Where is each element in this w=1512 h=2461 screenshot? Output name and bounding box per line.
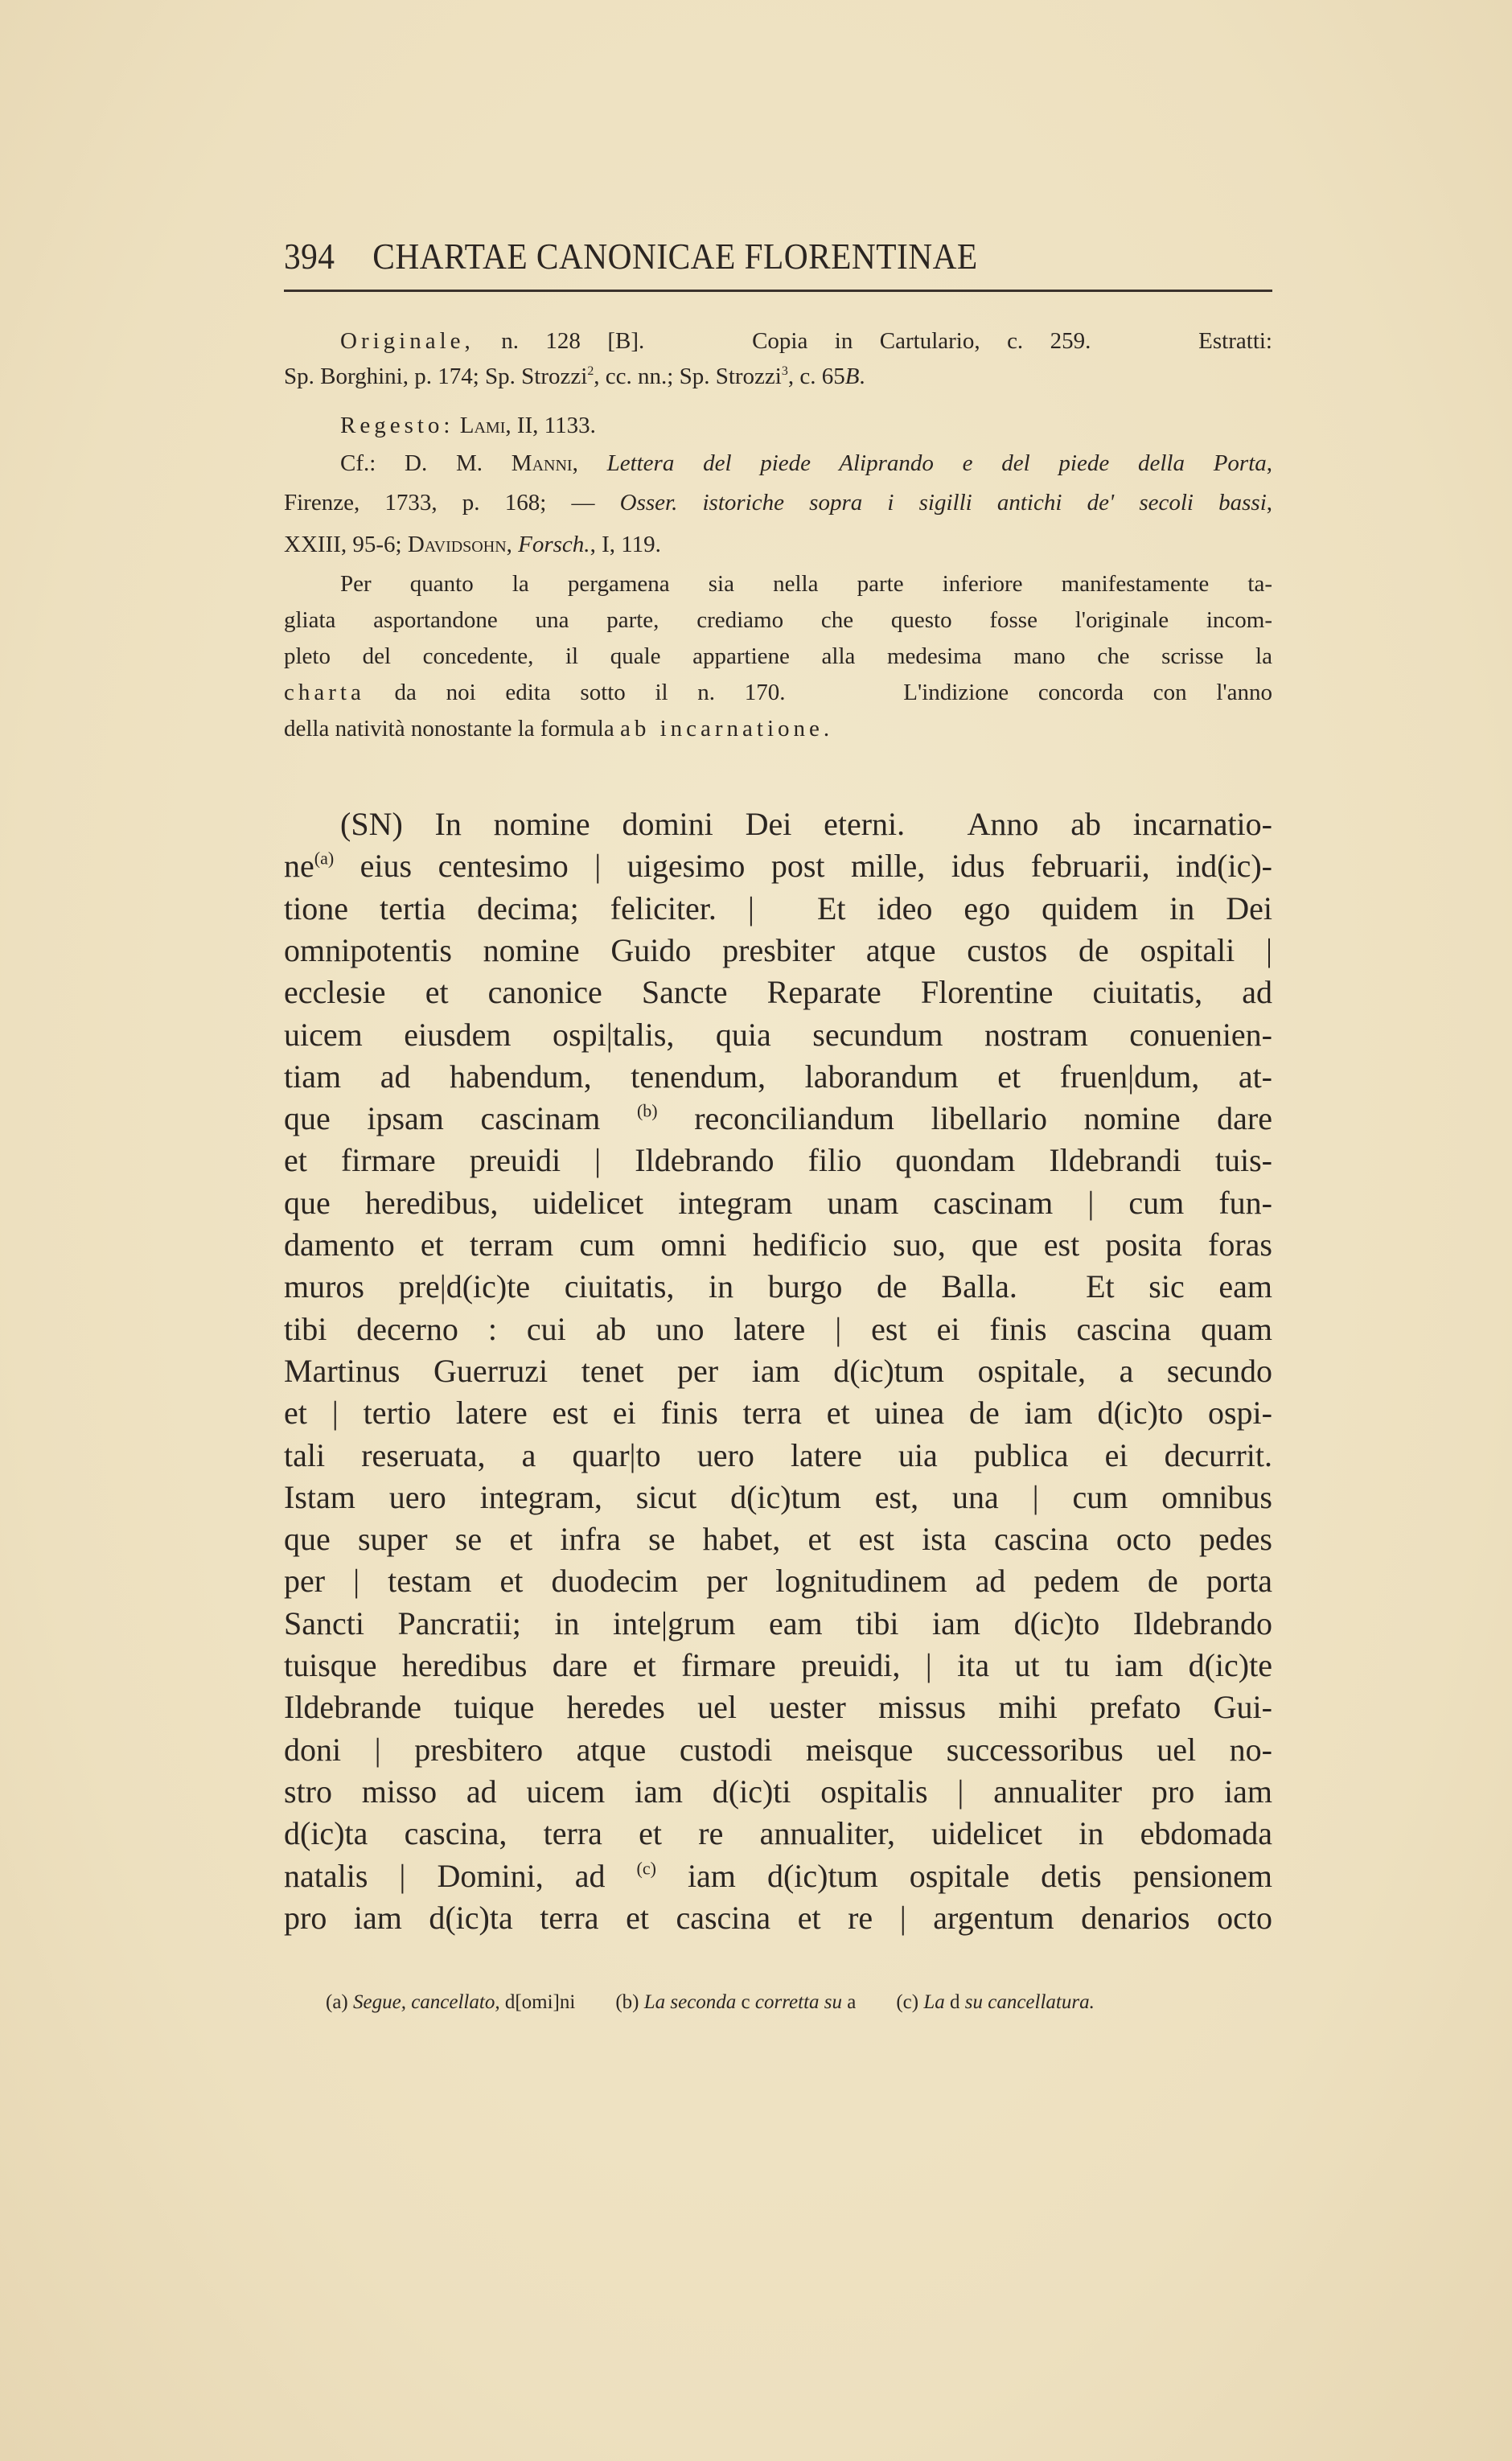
text-segment: et firmare preuidi | Ildebrando filio quondam Ildebrandi tuis- bbox=[284, 1142, 1272, 1179]
text-segment: muros pre|d(ic)te ciuitatis, in burgo de Balla. Et sic eam bbox=[284, 1268, 1272, 1305]
text-segment: iam d(ic)tum ospitale detis pensionem bbox=[655, 1857, 1273, 1894]
text-segment: Per quanto la pergamena sia nella parte inferiore manifestamente ta- bbox=[340, 571, 1272, 597]
text-segment: , bbox=[506, 532, 519, 557]
text-segment: gliata asportandone una parte, crediamo che questo fosse l'originale incom- bbox=[284, 607, 1272, 633]
footnote-marker: 2 bbox=[587, 364, 594, 378]
text-segment: tione tertia decima; feliciter. | Et ideo ego quidem in Dei bbox=[284, 889, 1272, 926]
text-segment: Ildebrande tuique heredes uel uester missus mihi prefato Gui- bbox=[284, 1689, 1272, 1726]
text-segment: pro iam d(ic)ta terra et cascina et re | argentum denarios octo bbox=[284, 1899, 1272, 1936]
apparatus-line bbox=[284, 359, 1272, 394]
text-segment: a (c) bbox=[842, 1991, 924, 2013]
text-segment: Firenze, 1733, p. 168; — bbox=[284, 490, 620, 516]
text-segment: Osser. istoriche sopra i sigilli antichi de' secoli bassi bbox=[619, 490, 1267, 516]
charter-line bbox=[284, 1687, 1272, 1728]
charter-line bbox=[284, 1518, 1272, 1560]
charter-line bbox=[284, 930, 1272, 972]
text-segment: que super se et infra se habet, et est ista cascina octo pedes bbox=[284, 1521, 1272, 1558]
text-segment: charta bbox=[284, 680, 365, 705]
apparatus-line bbox=[284, 675, 1272, 710]
charter-line bbox=[284, 1603, 1272, 1645]
apparatus-line bbox=[340, 566, 1272, 602]
text-segment: damento et terram cum omni hedificio suo, que est posita foras bbox=[284, 1226, 1272, 1263]
text-segment: B bbox=[844, 364, 860, 389]
charter-line bbox=[284, 845, 1272, 887]
apparatus-line bbox=[284, 485, 1272, 520]
text-segment: uicem eiusdem ospi|talis, quia secundum nostram conuenien- bbox=[284, 1016, 1272, 1053]
text-segment: tuisque heredibus dare et firmare preuidi, | ita ut tu iam d(ic)te bbox=[284, 1647, 1272, 1683]
text-segment: su cancellatura. bbox=[964, 1991, 1095, 2013]
charter-line bbox=[284, 1729, 1272, 1771]
text-segment: , bbox=[572, 450, 607, 476]
text-segment: omnipotentis nomine Guido presbiter atque custos de ospitali | bbox=[284, 931, 1272, 968]
text-segment bbox=[454, 413, 460, 438]
text-segment: ecclesie et canonice Sancte Reparate Florentine ciuitatis, ad bbox=[284, 974, 1272, 1011]
text-segment: stro misso ad uicem iam d(ic)ti ospitalis | annualiter pro iam bbox=[284, 1773, 1272, 1810]
footnote-marker: (c) bbox=[636, 1858, 656, 1879]
text-segment: n. 128 [B]. Copia in Cartulario, c. 259. Estratti: bbox=[474, 328, 1272, 354]
text-segment: que heredibus, uidelicet integram unam cascinam | cum fun- bbox=[284, 1184, 1272, 1221]
charter-line bbox=[284, 1014, 1272, 1056]
page-title: CHARTAE CANONICAE FLORENTINAE bbox=[372, 236, 978, 277]
text-segment: , bbox=[1266, 450, 1273, 476]
text-segment: natalis | Domini, ad bbox=[284, 1857, 637, 1894]
charter-line bbox=[284, 888, 1272, 930]
text-segment: et | tertio latere est ei finis terra et uinea de iam d(ic)to ospi- bbox=[284, 1395, 1272, 1432]
charter-line bbox=[284, 1182, 1272, 1224]
text-segment: , I, 119. bbox=[590, 532, 661, 557]
text-segment: d(ic)ta cascina, terra et re annualiter, uidelicet in ebdomada bbox=[284, 1815, 1272, 1852]
charter-line bbox=[340, 803, 1272, 845]
text-segment: La seconda bbox=[643, 1991, 737, 2013]
page-number: 394 bbox=[284, 236, 335, 277]
text-segment: da noi edita sotto il n. 170. L'indizione concorda con l'anno bbox=[364, 680, 1272, 705]
text-segment: ab incarnatione bbox=[619, 716, 824, 742]
text-segment: . bbox=[823, 716, 830, 742]
charter-line bbox=[284, 1140, 1272, 1181]
charter-line bbox=[284, 1056, 1272, 1098]
text-segment: d[omi]ni (b) bbox=[499, 1991, 644, 2013]
text-segment: Regesto: bbox=[340, 413, 454, 438]
running-header bbox=[284, 235, 978, 277]
text-segment: que ipsam cascinam bbox=[284, 1100, 637, 1137]
text-segment: , II, 1133. bbox=[505, 413, 596, 438]
charter-line bbox=[284, 1350, 1272, 1392]
text-segment: Davidsohn bbox=[407, 532, 507, 557]
charter-line bbox=[284, 1645, 1272, 1687]
charter-line bbox=[284, 1266, 1272, 1308]
text-segment: Manni bbox=[511, 450, 573, 476]
text-segment: , bbox=[1266, 490, 1273, 516]
apparatus-line bbox=[284, 639, 1272, 674]
text-segment: Lami bbox=[459, 413, 506, 438]
text-segment: della natività nonostante la formula bbox=[284, 716, 620, 742]
footnote-marker: (a) bbox=[314, 848, 335, 869]
apparatus-line bbox=[340, 408, 1272, 443]
text-segment: . bbox=[859, 364, 865, 389]
charter-line bbox=[284, 1435, 1272, 1477]
charter-line bbox=[284, 1560, 1272, 1602]
text-segment: , cc. nn.; Sp. Strozzi bbox=[594, 364, 782, 389]
charter-line bbox=[284, 972, 1272, 1013]
text-segment: (SN) In nomine domini Dei eterni. Anno ab incarnatio- bbox=[340, 806, 1272, 842]
text-segment: La bbox=[923, 1991, 945, 2013]
charter-line bbox=[284, 1098, 1272, 1140]
text-segment: Cf.: D. M. bbox=[340, 450, 512, 476]
apparatus-line bbox=[284, 527, 1272, 562]
text-segment: tali reseruata, a quar|to uero latere uia publica ei decurrit. bbox=[284, 1436, 1272, 1473]
text-segment: Segue, cancellato, bbox=[353, 1991, 500, 2013]
text-segment: XXIII, 95-6; bbox=[284, 532, 408, 557]
text-segment: Originale, bbox=[340, 328, 475, 354]
text-segment: Martinus Guerruzi tenet per iam d(ic)tum ospitale, a secundo bbox=[284, 1352, 1272, 1389]
text-segment: c bbox=[736, 1991, 755, 2013]
header-rule bbox=[284, 290, 1272, 292]
charter-line bbox=[284, 1392, 1272, 1434]
text-segment: doni | presbitero atque custodi meisque successoribus uel no- bbox=[284, 1731, 1272, 1768]
text-segment: Sp. Borghini, p. 174; Sp. Strozzi bbox=[284, 364, 588, 389]
charter-line bbox=[284, 1897, 1272, 1939]
text-segment: ne bbox=[284, 848, 314, 885]
text-segment: pleto del concedente, il quale appartiene alla medesima mano che scrisse la bbox=[284, 643, 1272, 669]
text-segment: d bbox=[944, 1991, 965, 2013]
text-segment: tiam ad habendum, tenendum, laborandum et fruen|dum, at- bbox=[284, 1058, 1272, 1095]
text-segment: corretta su bbox=[754, 1991, 842, 2013]
text-segment: reconciliandum libellario nomine dare bbox=[657, 1100, 1273, 1137]
charter-line bbox=[284, 1224, 1272, 1266]
text-segment: (a) bbox=[326, 1991, 353, 2013]
apparatus-line bbox=[284, 602, 1272, 638]
charter-line bbox=[284, 1855, 1272, 1897]
text-segment: eius centesimo | uigesimo post mille, idus februarii, ind(ic)- bbox=[334, 848, 1272, 885]
text-segment: Lettera del piede Aliprando e del piede della Porta bbox=[606, 450, 1267, 476]
charter-line bbox=[284, 1477, 1272, 1518]
apparatus-line bbox=[284, 711, 1272, 746]
apparatus-line bbox=[340, 446, 1272, 481]
text-segment: , c. 65 bbox=[787, 364, 845, 389]
charter-line bbox=[284, 1771, 1272, 1813]
text-segment: Sancti Pancratii; in inte|grum eam tibi iam d(ic)to Ildebrando bbox=[284, 1604, 1272, 1641]
text-segment: Forsch. bbox=[518, 532, 590, 557]
apparatus-line bbox=[340, 323, 1272, 359]
text-segment: Istam uero integram, sicut d(ic)tum est, una | cum omnibus bbox=[284, 1478, 1272, 1515]
text-segment: per | testam et duodecim per lognitudinem ad pedem de porta bbox=[284, 1563, 1272, 1600]
charter-line bbox=[284, 1813, 1272, 1855]
text-segment: tibi decerno : cui ab uno latere | est ei finis cascina quam bbox=[284, 1310, 1272, 1347]
charter-line bbox=[284, 1309, 1272, 1350]
footnote-marker: (b) bbox=[636, 1100, 658, 1121]
footnote-marker: 3 bbox=[781, 364, 788, 378]
footnotes bbox=[326, 1986, 1267, 2019]
